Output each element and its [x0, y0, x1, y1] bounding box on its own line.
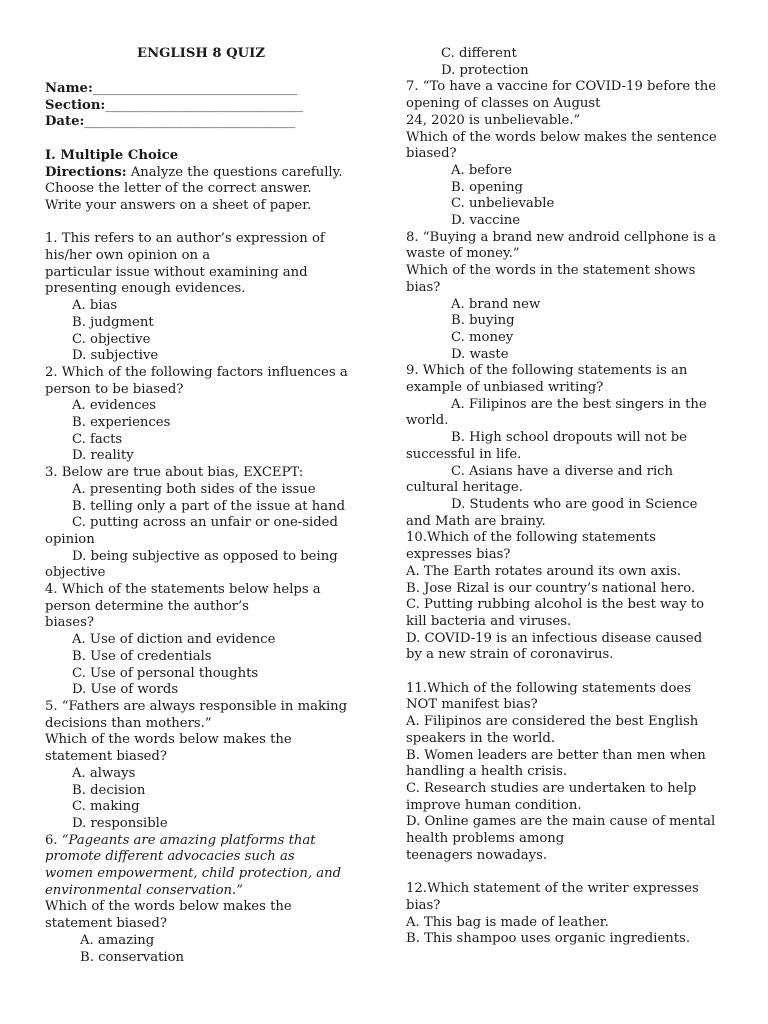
question-3: [45, 465, 357, 582]
choice-c: C. making: [72, 799, 140, 815]
section-field[interactable]: [45, 98, 357, 115]
choice-a-cont: speakers in the world.: [406, 730, 556, 746]
choice-c: C. Use of personal thoughts: [72, 665, 259, 681]
choice-c-cont: kill bacteria and viruses.: [406, 613, 572, 629]
question-number: 6.: [45, 832, 62, 848]
choice-a: A. This bag is made of leather.: [406, 914, 609, 930]
choice-d: D. protection: [441, 62, 529, 78]
date-field[interactable]: [45, 114, 357, 131]
question-text: 11.Which of the following statements does: [406, 680, 691, 696]
choice-c: C. objective: [72, 331, 151, 347]
question-text: 9. Which of the following statements is an: [406, 363, 688, 379]
question-text: 7. “To have a vaccine for COVID-19 before the: [406, 79, 716, 95]
choice-c: C. facts: [72, 431, 123, 447]
question-text: NOT manifest bias?: [406, 697, 538, 713]
quoted-statement: women empowerment, child protection, and: [45, 866, 342, 882]
question-2: [45, 365, 357, 465]
quoted-statement: promote different advocacies such as: [45, 849, 295, 865]
directions: [45, 165, 357, 182]
question-text: statement biased?: [45, 916, 167, 932]
question-text: 1. This refers to an author’s expression of: [45, 231, 325, 247]
section-blank: ______________________________: [105, 97, 304, 113]
question-text: 24, 2020 is unbelievable.”: [406, 112, 581, 128]
question-8: [406, 230, 722, 364]
question-text: 2. Which of the following factors influences a: [45, 364, 348, 380]
question-text: bias?: [406, 897, 441, 913]
choice-d: D. Students who are good in Science: [451, 496, 698, 512]
choice-d-cont: by a new strain of coronavirus.: [406, 647, 614, 663]
choice-c-cont: opinion: [45, 531, 95, 547]
choice-b: B. telling only a part of the issue at hand: [72, 498, 346, 514]
choice-b: B. buying: [451, 313, 515, 329]
date-blank: ________________________________: [84, 114, 296, 130]
choice-a-cont: world.: [406, 413, 449, 429]
choice-a: A. amazing: [80, 932, 155, 948]
choice-d: D. Use of words: [72, 682, 179, 698]
question-text: expresses bias?: [406, 547, 511, 563]
question-11: [406, 681, 722, 865]
name-field[interactable]: [45, 81, 357, 98]
question-text: 5. “Fathers are always responsible in making: [45, 698, 348, 714]
directions-line: Analyze the questions carefully.: [126, 164, 343, 180]
question-text: 12.Which statement of the writer expresses: [406, 881, 699, 897]
question-text: decisions than mothers.”: [45, 715, 212, 731]
choice-d: D. vaccine: [451, 213, 521, 229]
choice-d-cont: health problems among: [406, 831, 565, 847]
choice-d-cont: teenagers nowadays.: [406, 847, 548, 863]
choice-b: B. High school dropouts will not be: [451, 430, 687, 446]
question-text: person determine the author’s: [45, 598, 249, 614]
choice-b: B. Jose Rizal is our country’s national hero.: [406, 580, 696, 596]
question-text: Which of the words below makes the: [45, 899, 292, 915]
question-text: [45, 833, 357, 850]
name-label: Name:: [45, 81, 93, 96]
choice-c: C. different: [441, 46, 517, 61]
choice-b: B. Use of credentials: [72, 648, 212, 664]
choice-a: A. bias: [72, 298, 118, 314]
question-text: particular issue without examining and: [45, 264, 308, 280]
question-text: waste of money.”: [406, 246, 520, 262]
choice-c: C. putting across an unfair or one-sided: [72, 515, 338, 531]
choice-a: A. Use of diction and evidence: [72, 632, 276, 648]
right-column: [406, 0, 722, 948]
choice-b: B. conservation: [80, 949, 185, 965]
choice-c: C. Research studies are undertaken to help: [406, 780, 697, 796]
date-label: Date:: [45, 114, 85, 130]
choice-a: A. before: [451, 162, 513, 178]
quoted-statement: environmental conservation.”: [45, 882, 243, 898]
question-text: biases?: [45, 615, 94, 631]
choice-d: D. Online games are the main cause of mental: [406, 814, 716, 830]
choice-c-cont: improve human condition.: [406, 797, 582, 813]
choice-d: D. waste: [451, 346, 509, 362]
directions-line: Choose the letter of the correct answer.: [45, 181, 312, 197]
question-4: [45, 582, 357, 699]
choice-c: C. unbelievable: [451, 196, 555, 212]
question-text: Which of the words below makes the: [45, 732, 292, 748]
section-heading: I. Multiple Choice: [45, 147, 179, 163]
choice-a: A. evidences: [72, 398, 157, 414]
choice-d: D. reality: [72, 448, 134, 464]
choice-b-cont: handling a health crisis.: [406, 764, 568, 780]
choice-a: A. Filipinos are considered the best English: [406, 714, 699, 730]
quoted-statement: “Pageants are amazing platforms that: [61, 832, 316, 848]
question-text: statement biased?: [45, 749, 167, 765]
question-7: [406, 79, 722, 229]
question-12: [406, 881, 722, 948]
question-text: 4. Which of the statements below helps a: [45, 582, 321, 598]
choice-a: A. Filipinos are the best singers in the: [451, 396, 707, 412]
question-9: [406, 363, 722, 530]
choice-d-cont: and Math are brainy.: [406, 513, 546, 529]
question-text: Which of the words below makes the sentence: [406, 129, 717, 145]
question-text: 10.Which of the following statements: [406, 530, 656, 546]
question-1: [45, 231, 357, 365]
choice-a: A. always: [72, 765, 136, 781]
directions-line: Write your answers on a sheet of paper.: [45, 197, 312, 213]
choice-c: C. money: [451, 329, 514, 345]
choice-a: A. presenting both sides of the issue: [72, 481, 316, 497]
choice-d-cont: objective: [45, 565, 106, 581]
question-text: opening of classes on August: [406, 96, 601, 112]
section-label: Section:: [45, 97, 106, 113]
choice-d: D. subjective: [72, 348, 159, 364]
choice-d: D. COVID-19 is an infectious disease caused: [406, 630, 703, 646]
choice-a: A. brand new: [451, 296, 541, 312]
choice-b: B. experiences: [72, 415, 171, 431]
directions-label: Directions:: [45, 164, 127, 180]
question-text: his/her own opinion on a: [45, 248, 211, 263]
left-column: [45, 0, 357, 966]
question-text: biased?: [406, 146, 457, 162]
question-text: example of unbiased writing?: [406, 380, 604, 396]
question-text: 8. “Buying a brand new android cellphone is a: [406, 229, 716, 245]
choice-b: B. opening: [451, 179, 523, 195]
choice-b: B. This shampoo uses organic ingredients.: [406, 931, 691, 947]
question-6: [45, 833, 357, 967]
choice-d: D. responsible: [72, 815, 168, 831]
question-text: presenting enough evidences.: [45, 281, 246, 297]
choice-c-cont: cultural heritage.: [406, 480, 523, 496]
choice-c: C. Putting rubbing alcohol is the best way to: [406, 597, 705, 613]
question-10: [406, 530, 722, 664]
choice-a: A. The Earth rotates around its own axis.: [406, 563, 682, 579]
question-text: 3. Below are true about bias, EXCEPT:: [45, 465, 304, 481]
name-blank: _______________________________: [92, 81, 298, 96]
choice-d: D. being subjective as opposed to being: [72, 548, 338, 564]
question-text: person to be biased?: [45, 381, 184, 397]
choice-b: B. decision: [72, 782, 146, 798]
question-text: Which of the words in the statement shows: [406, 263, 696, 279]
question-5: [45, 699, 357, 833]
choice-b: B. Women leaders are better than men when: [406, 747, 706, 763]
choice-c: C. Asians have a diverse and rich: [451, 463, 674, 479]
choice-b: B. judgment: [72, 314, 154, 330]
quiz-title: ENGLISH 8 QUIZ: [137, 46, 265, 61]
choice-b-cont: successful in life.: [406, 446, 522, 462]
question-text: bias?: [406, 279, 441, 295]
